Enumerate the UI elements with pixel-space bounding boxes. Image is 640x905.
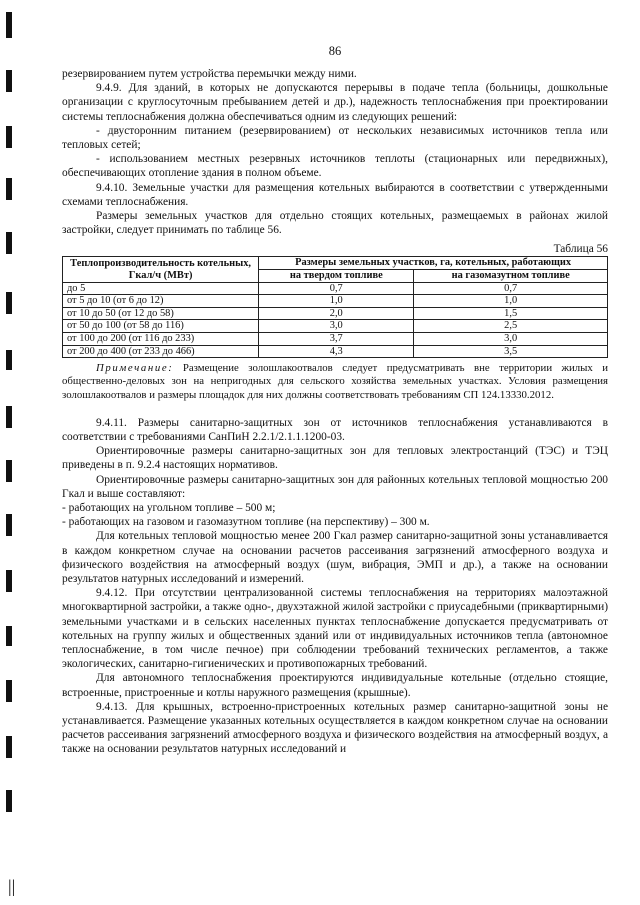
paragraph: Для котельных тепловой мощностью менее 200 Гкал размер санитарно-защитной зоны устанавливается в каждом конкретном случае на основании расчетов рассеивания загрязнений атмосферного воздуха и физического воздействия на атмосферный воздух (шум, вибрация, ЭМП и др.), а также на основании результатов натурных исследований и измерений. <box>62 530 608 586</box>
paragraph: - двусторонним питанием (резервированием) от нескольких независимых источников тепла или тепловых сетей; <box>62 124 608 152</box>
cell-gas: 2,5 <box>414 320 608 333</box>
cell-solid: 2,0 <box>259 307 414 320</box>
cell-gas: 1,0 <box>414 295 608 308</box>
cell-gas: 1,5 <box>414 307 608 320</box>
corner-scan-mark: || <box>8 876 16 896</box>
binder-mark <box>6 232 12 254</box>
cell-gas: 3,0 <box>414 333 608 346</box>
cell-gas: 0,7 <box>414 282 608 295</box>
table-row <box>63 307 608 320</box>
cell-solid: 4,3 <box>259 345 414 358</box>
cell-capacity: от 50 до 100 (от 58 до 116) <box>63 320 259 333</box>
table-row <box>63 320 608 333</box>
paragraph: - использованием местных резервных источников теплоты (стационарных или передвижных), обеспечивающих отопление здания в полном объеме. <box>62 153 608 180</box>
binder-mark <box>6 70 12 92</box>
table-note <box>62 362 608 402</box>
cell-capacity: до 5 <box>63 282 259 295</box>
paragraph: 9.4.12. При отсутствии централизованной системы теплоснабжения на территориях малоэтажной многоквартирной застройки, а также одно-, двухэтажной жилой застройки с приусадебными (приквартирными) земельными участками и в сельских населенных пунктах теплоснабжение допускается предусматривать от котельных на группу жилых и общественных зданий или от индивидуальных источников тепла (автономное теплоснабжение, в том числе печное) при соблюдении требований технических регламентов, а также экологических, санитарно-гигиенических и противопожарных требований. <box>62 587 608 671</box>
binder-mark <box>6 350 12 370</box>
plot-size-table <box>62 256 608 358</box>
list-item: - работающих на газовом и газомазутном топливе (на перспективу) – 300 м. <box>62 516 430 529</box>
table-header-capacity: Теплопроизводительность котельных, Гкал/ч (МВт) <box>63 257 259 282</box>
note-text: Размещение золошлакоотвалов следует предусматривать вне территории жилых и общественно-деловых зон на непригодных для сельского хозяйства земельных участках. Условия размещения золошлакоотвалов и размеры площадок для них должны соответствовать требованиям СП 124.13330.2012. <box>62 362 608 401</box>
paragraph: 9.4.9. Для зданий, в которых не допускаются перерывы в подаче тепла (больницы, дошкольные организации с круглосуточным пребыванием детей и др.), надежность теплоснабжения при проектировании системы теплоснабжения должна обеспечиваться одним из следующих решений: <box>62 82 608 123</box>
binder-mark <box>6 680 12 702</box>
table-row <box>63 333 608 346</box>
table-row <box>63 295 608 308</box>
paragraph: 9.4.13. Для крышных, встроенно-пристроенных котельных размер санитарно-защитной зоны не устанавливается. Размещение указанных котельных осуществляется в каждом конкретном случае на основании расчетов рассеивания загрязнений атмосферного воздуха и физического воздействия на атмосферный воздух, а также на основании результатов натурных исследований и <box>62 700 608 756</box>
paragraph: резервированием путем устройства перемычки между ними. <box>62 68 357 80</box>
table-header-gas-fuel: на газомазутном топливе <box>414 270 608 283</box>
binder-mark <box>6 626 12 646</box>
binder-mark <box>6 406 12 428</box>
table-header-group: Размеры земельных участков, га, котельных, работающих <box>259 257 608 270</box>
cell-solid: 1,0 <box>259 295 414 308</box>
binder-mark <box>6 460 12 482</box>
document-page <box>62 44 608 757</box>
paragraph: Ориентировочные размеры санитарно-защитных зон для тепловых электростанций (ТЭС) и ТЭЦ приведены в п. 9.2.4 настоящих нормативов. <box>62 445 608 472</box>
cell-solid: 3,7 <box>259 333 414 346</box>
paragraph: Для автономного теплоснабжения проектируются индивидуальные котельные (отдельно стоящие, встроенные, пристроенные и котлы наружного размещения (крышные). <box>62 672 608 699</box>
table-header-solid-fuel: на твердом топливе <box>259 270 414 283</box>
binder-mark <box>6 12 12 38</box>
binder-mark <box>6 126 12 148</box>
cell-gas: 3,5 <box>414 345 608 358</box>
binder-mark <box>6 570 12 592</box>
binder-mark <box>6 736 12 758</box>
page-number: 86 <box>328 44 342 58</box>
binder-marks <box>6 0 16 905</box>
binder-mark <box>6 178 12 200</box>
paragraphs-top <box>62 67 608 237</box>
paragraph: Ориентировочные размеры санитарно-защитных зон для районных котельных тепловой мощностью 200 Гкал и выше составляют: <box>62 473 608 500</box>
cell-capacity: от 200 до 400 (от 233 до 466) <box>63 345 259 358</box>
table-row <box>63 282 608 295</box>
cell-solid: 0,7 <box>259 282 414 295</box>
paragraphs-bottom <box>62 416 608 757</box>
cell-solid: 3,0 <box>259 320 414 333</box>
cell-capacity: от 10 до 50 (от 12 до 58) <box>63 307 259 320</box>
cell-capacity: от 5 до 10 (от 6 до 12) <box>63 295 259 308</box>
paragraph: Размеры земельных участков для отдельно стоящих котельных, размещаемых в районах жилой застройки, следует принимать по таблице 56. <box>62 210 608 237</box>
paragraph: 9.4.10. Земельные участки для размещения котельных выбираются в соответствии с утвержденными схемами теплоснабжения. <box>62 181 608 208</box>
list-item: - работающих на угольном топливе – 500 м; <box>62 502 276 515</box>
table-row <box>63 345 608 358</box>
cell-capacity: от 100 до 200 (от 116 до 233) <box>63 333 259 346</box>
note-label: Примечание: <box>96 362 174 375</box>
binder-mark <box>6 292 12 314</box>
binder-mark <box>6 790 12 812</box>
paragraph: 9.4.11. Размеры санитарно-защитных зон от источников теплоснабжения устанавливаются в соответствии с требованиями СанПиН 2.2.1/2.1.1.1200-03. <box>62 416 608 443</box>
binder-mark <box>6 514 12 536</box>
table-caption: Таблица 56 <box>553 243 608 256</box>
